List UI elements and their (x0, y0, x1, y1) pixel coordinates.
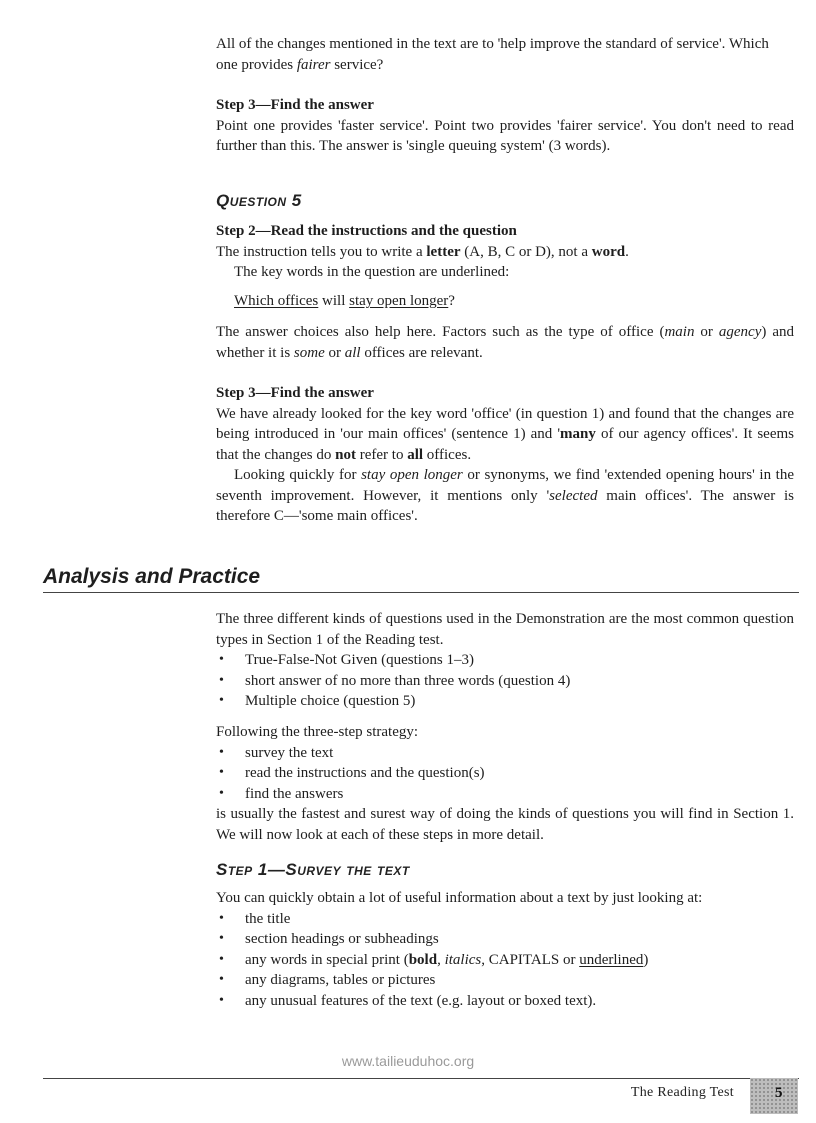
analysis-paragraph: The three different kinds of questions used in the Demonstration are the most common question types in Section 1 of the Reading test. (216, 611, 794, 648)
list-item: • find the answers (216, 784, 794, 805)
question-5-heading: Question 5 (216, 191, 302, 210)
survey-list (216, 909, 794, 1012)
intro-paragraph: All of the changes mentioned in the text are to 'help improve the standard of service'. Which one provides fairer service? (216, 36, 769, 73)
page-number-box (750, 1078, 798, 1114)
list-item: • Multiple choice (question 5) (216, 691, 794, 712)
step-heading: Step 3—Find the answer (216, 97, 374, 113)
q5-step2-block (216, 221, 794, 283)
list-item: • any unusual features of the text (e.g. layout or boxed text). (216, 991, 794, 1012)
question-5-heading-block (216, 190, 794, 212)
step1-heading: Step 1—Survey the text (216, 860, 410, 879)
step1-heading-block (216, 859, 794, 881)
section-title: Analysis and Practice (43, 563, 799, 593)
question-types-list (216, 650, 794, 712)
q4-step3-text: Point one provides 'faster service'. Point two provides 'fairer service'. You don't need to read further than this. The answer is 'single queuing system' (3 words). (216, 117, 794, 154)
step1-block (216, 888, 794, 1011)
keywords-line: The key words in the question are underlined: (234, 264, 510, 280)
choices-paragraph: The answer choices also help here. Factors such as the type of office (main or agency) and whether it is some or all offices are relevant. (216, 324, 794, 361)
list-item: • any diagrams, tables or pictures (216, 970, 794, 991)
strategy-intro: Following the three-step strategy: (216, 724, 419, 740)
step3-paragraph-2: Looking quickly for stay open longer or synonyms, we find 'extended opening hours' in the seventh improvement. However, it mentions only 'selected main offices'. The answer is therefore C—'some main offices'. (216, 467, 795, 524)
watermark: www.tailieuduhoc.org (341, 1053, 475, 1069)
footer-rule (43, 1078, 799, 1079)
list-item: • the title (216, 909, 794, 930)
strategy-block (216, 722, 794, 845)
step1-intro: You can quickly obtain a lot of useful information about a text by just looking at: (216, 890, 703, 906)
step3-paragraph-1: We have already looked for the key word 'office' (in question 1) and found that the changes are being introduced in 'our main offices' (sentence 1) and 'many of our agency offices'. It seems that the changes do not refer to all offices. (216, 405, 794, 463)
question-sample (216, 291, 794, 312)
analysis-block (216, 609, 794, 712)
list-item: • survey the text (216, 743, 794, 764)
list-item: • section headings or subheadings (216, 929, 794, 950)
step-heading: Step 2—Read the instructions and the question (216, 223, 517, 239)
q4-step3-block (216, 95, 794, 157)
step-heading: Step 3—Find the answer (216, 385, 374, 401)
page-number: 5 (775, 1085, 783, 1101)
choices-block (216, 322, 794, 363)
intro-block (216, 34, 794, 75)
running-footer: The Reading Test (630, 1085, 734, 1100)
strategy-list (216, 743, 794, 805)
list-item: • short answer of no more than three words (question 4) (216, 671, 794, 692)
strategy-outro: is usually the fastest and surest way of doing the kinds of questions you will find in Section 1. We will now look at each of these steps in more detail. (216, 806, 794, 843)
sample-question: Which offices will stay open longer? (234, 293, 455, 309)
instruction-text: The instruction tells you to write a letter (A, B, C or D), not a word. (216, 243, 629, 260)
list-item: • read the instructions and the question(s) (216, 763, 794, 784)
list-item: • any words in special print (bold, italics, CAPITALS or underlined) (216, 950, 794, 971)
list-item: • True-False-Not Given (questions 1–3) (216, 650, 794, 671)
q5-step3-block (216, 383, 794, 527)
